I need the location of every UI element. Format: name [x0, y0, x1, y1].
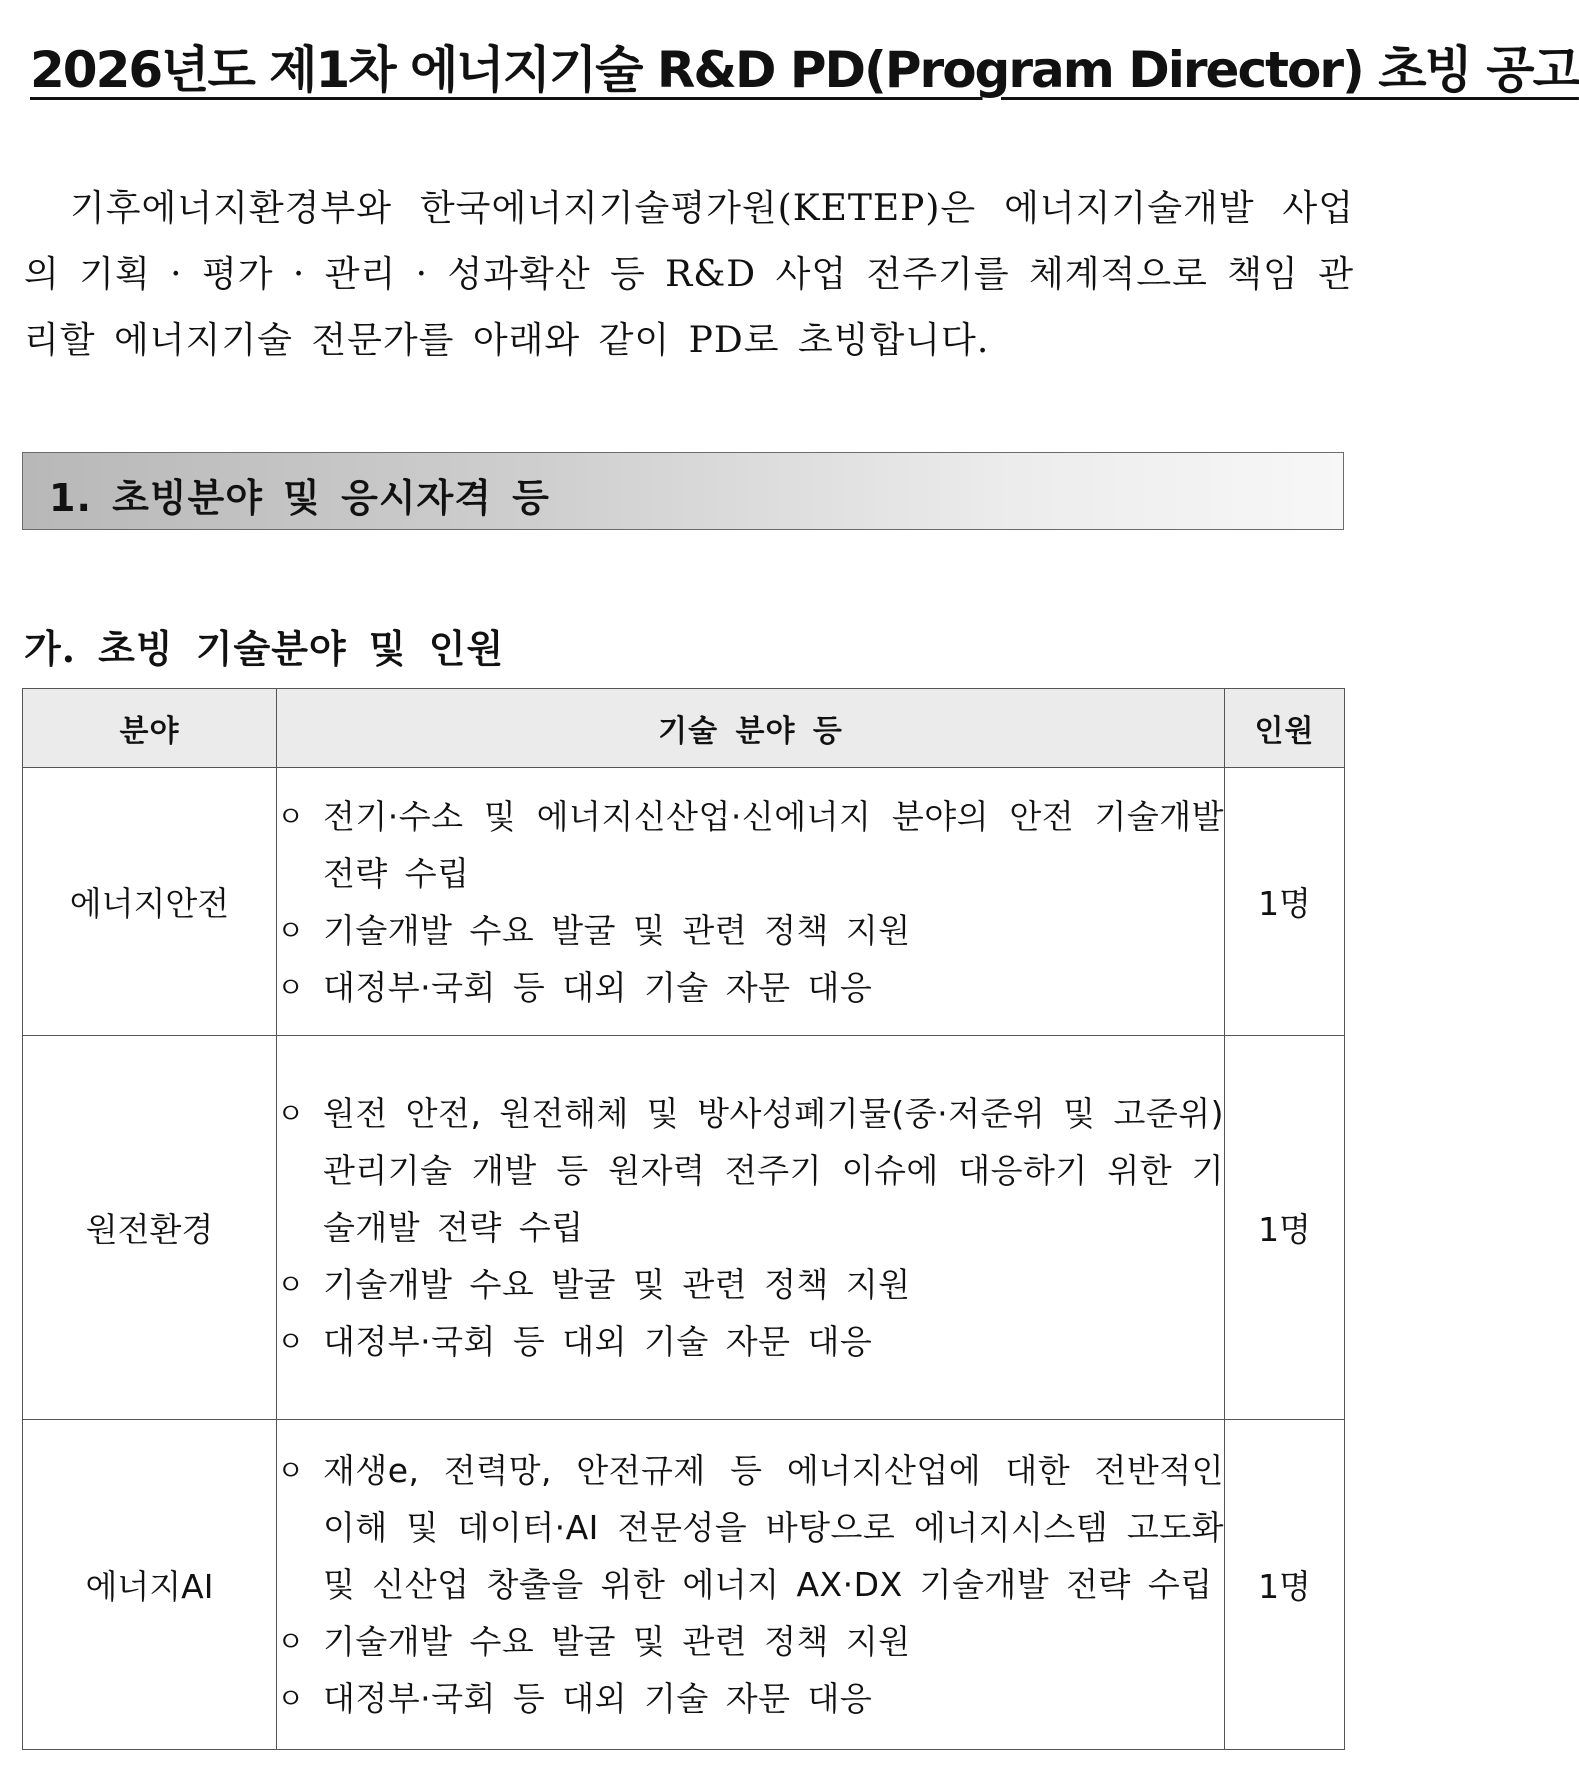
tech-description	[277, 1420, 1225, 1750]
list-item	[277, 1256, 1224, 1313]
item-text: 기술개발 수요 발굴 및 관련 정책 지원	[323, 910, 911, 950]
tech-description	[277, 1036, 1225, 1420]
header-tech: 기술 분야 등	[277, 689, 1225, 768]
list-item	[277, 788, 1224, 902]
item-text: 기술개발 수요 발굴 및 관련 정책 지원	[323, 1622, 911, 1661]
field-name: 원전환경	[23, 1036, 277, 1420]
tech-description	[277, 768, 1225, 1036]
list-item	[277, 1613, 1224, 1670]
table-row	[23, 1036, 1345, 1420]
section-1-header	[22, 452, 1344, 530]
bullet-icon: ㅇ	[277, 1097, 305, 1130]
bullet-icon: ㅇ	[277, 1682, 305, 1715]
headcount: 1명	[1225, 1036, 1345, 1420]
bullet-icon: ㅇ	[277, 970, 305, 1004]
list-item	[277, 959, 1224, 1016]
list-item	[277, 1442, 1224, 1613]
bullet-icon: ㅇ	[277, 1268, 305, 1301]
page-title: 2026년도 제1차 에너지기술 R&D PD(Program Director) 초빙 공고	[30, 41, 1579, 99]
list-item	[277, 1085, 1224, 1256]
list-item	[277, 902, 1224, 959]
headcount: 1명	[1225, 768, 1345, 1036]
item-text: 재생e, 전력망, 안전규제 등 에너지산업에 대한 전반적인 이해 및 데이터·AI 전문성을 바탕으로 에너지시스템 고도화 및 신산업 창출을 위한 에너지 AX·DX 기술개발 전략 수립	[323, 1451, 1224, 1604]
section-1-heading: 1. 초빙분야 및 응시자격 등	[49, 476, 550, 520]
intro-paragraph: 기후에너지환경부와 한국에너지기술평가원(KETEP)은 에너지기술개발 사업의 기획 · 평가 · 관리 · 성과확산 등 R&D 사업 전주기를 체계적으로 책임 관리할 에너지기술 전문가를 아래와 같이 PD로 초빙합니다.	[24, 188, 1354, 361]
subsection-a-heading: 가. 초빙 기술분야 및 인원	[24, 626, 505, 671]
list-item	[277, 1670, 1224, 1727]
table-header-row	[23, 689, 1345, 768]
item-text: 대정부·국회 등 대외 기술 자문 대응	[323, 1679, 873, 1718]
bullet-icon: ㅇ	[277, 1454, 305, 1487]
bullet-icon: ㅇ	[277, 799, 305, 833]
header-count: 인원	[1225, 689, 1345, 768]
item-text: 전기·수소 및 에너지신산업·신에너지 분야의 안전 기술개발 전략 수립	[323, 796, 1224, 893]
bullet-icon: ㅇ	[277, 1625, 305, 1658]
list-item	[277, 1313, 1224, 1370]
item-text: 대정부·국회 등 대외 기술 자문 대응	[323, 1322, 873, 1361]
bullet-icon: ㅇ	[277, 1325, 305, 1358]
item-text: 원전 안전, 원전해체 및 방사성폐기물(중·저준위 및 고준위) 관리기술 개발 등 원자력 전주기 이슈에 대응하기 위한 기술개발 전략 수립	[323, 1094, 1224, 1247]
headcount: 1명	[1225, 1420, 1345, 1750]
field-name: 에너지AI	[23, 1420, 277, 1750]
table-row	[23, 768, 1345, 1036]
positions-table	[22, 688, 1345, 1750]
field-name: 에너지안전	[23, 768, 277, 1036]
bullet-icon: ㅇ	[277, 913, 305, 947]
header-field: 분야	[23, 689, 277, 768]
item-text: 기술개발 수요 발굴 및 관련 정책 지원	[323, 1265, 911, 1304]
table-row	[23, 1420, 1345, 1750]
item-text: 대정부·국회 등 대외 기술 자문 대응	[323, 967, 873, 1007]
